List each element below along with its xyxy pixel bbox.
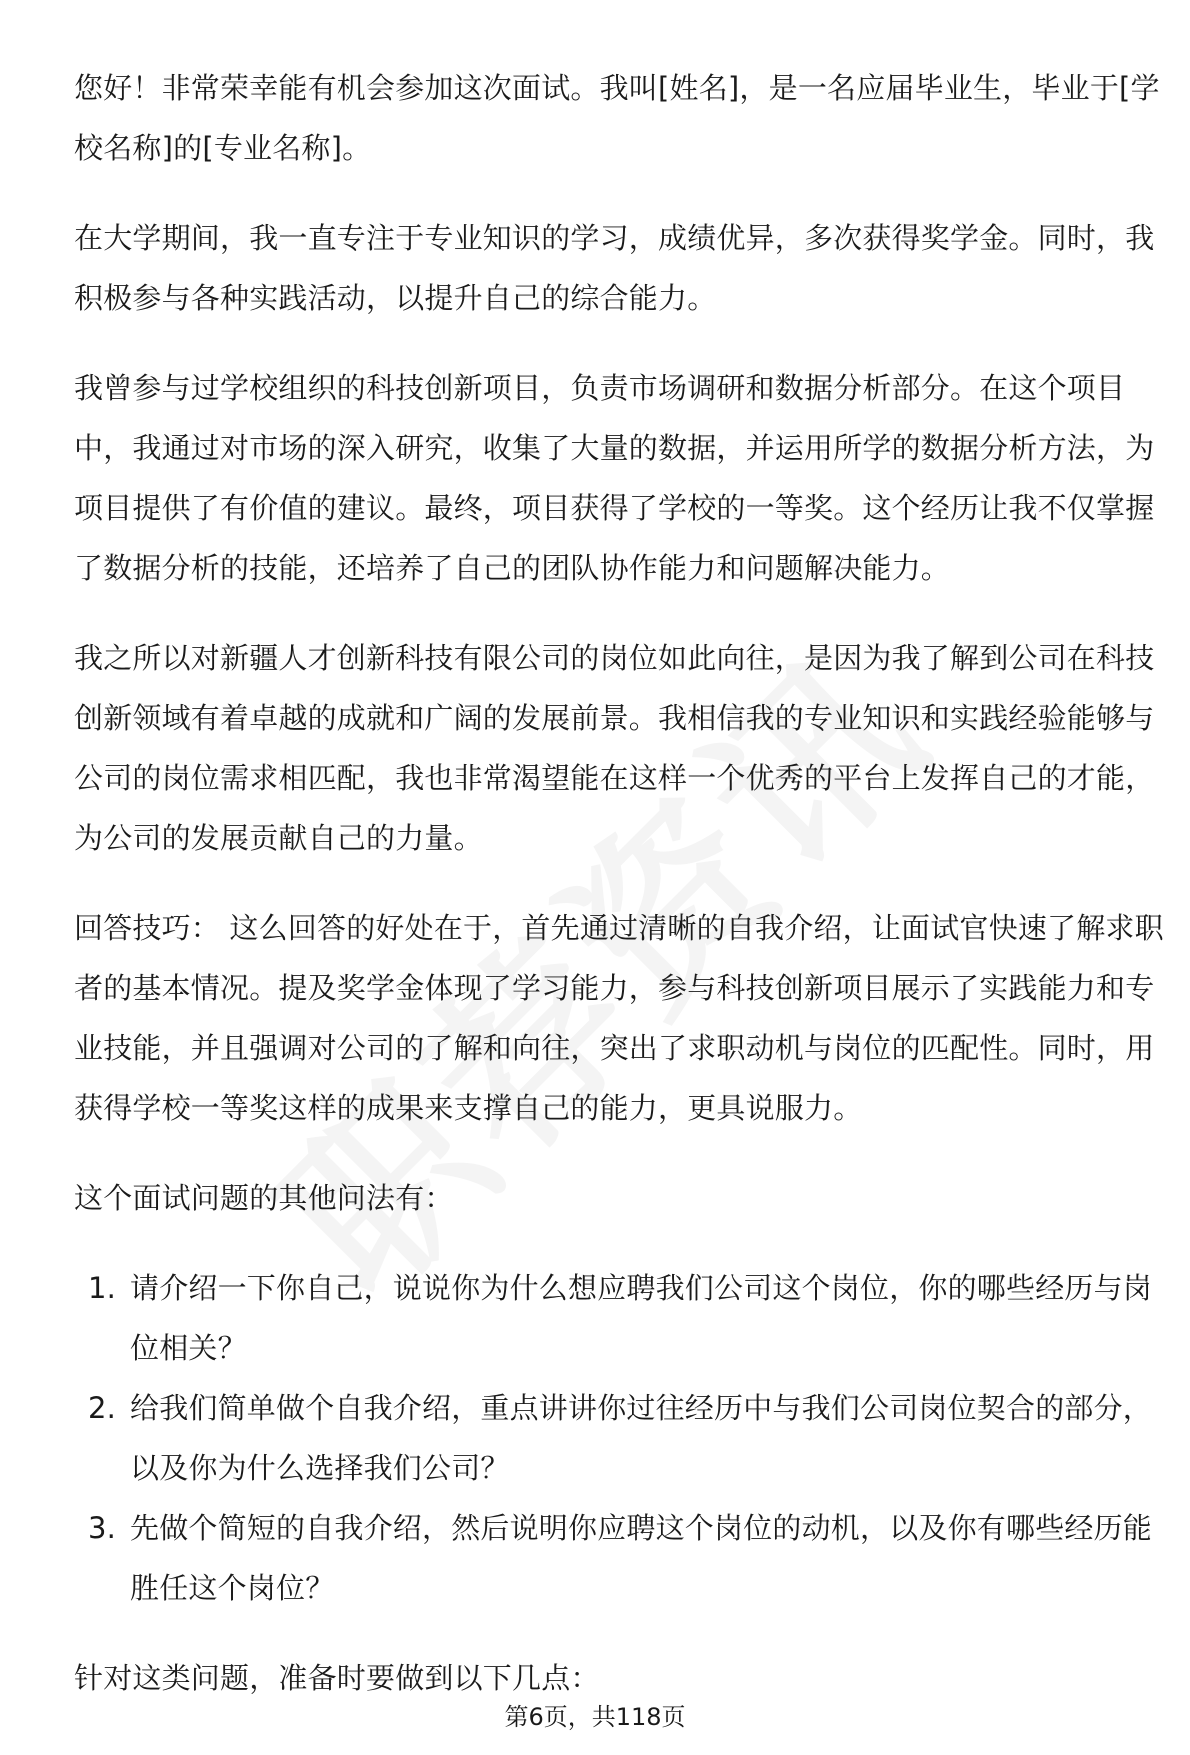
page-number-footer: 第6页，共118页 xyxy=(504,1703,686,1731)
list-item xyxy=(74,1378,1164,1498)
list-item-text: 先做个简短的自我介绍，然后说明你应聘这个岗位的动机，以及你有哪些经历能胜任这个岗位？ xyxy=(130,1511,1153,1605)
list-item xyxy=(74,1498,1164,1618)
list-item xyxy=(74,1258,1164,1378)
answer-tips-paragraph: 回答技巧： 这么回答的好处在于，首先通过清晰的自我介绍，让面试官快速了解求职者的基本情况。提及奖学金体现了学习能力，参与科技创新项目展示了实践能力和专业技能，并且强调对公司的了解和向往，突出了求职动机与岗位的匹配性。同时，用获得学校一等奖这样的成果来支撑自己的能力，更具说服力。 xyxy=(74,911,1164,1125)
page-content xyxy=(74,58,1164,1738)
intro-paragraph: 您好！非常荣幸能有机会参加这次面试。我叫[姓名]，是一名应届毕业生，毕业于[学校名称]的[专业名称]。 xyxy=(74,71,1160,165)
list-item-number: 2. xyxy=(88,1391,117,1425)
preparation-heading: 针对这类问题，准备时要做到以下几点： xyxy=(74,1661,600,1695)
list-item-number: 1. xyxy=(88,1271,117,1305)
project-paragraph: 我曾参与过学校组织的科技创新项目，负责市场调研和数据分析部分。在这个项目中，我通过对市场的深入研究，收集了大量的数据，并运用所学的数据分析方法，为项目提供了有价值的建议。最终，项目获得了学校的一等奖。这个经历让我不仅掌握了数据分析的技能，还培养了自己的团队协作能力和问题解决能力。 xyxy=(74,371,1155,585)
list-item-text: 给我们简单做个自我介绍，重点讲讲你过往经历中与我们公司岗位契合的部分，以及你为什么选择我们公司？ xyxy=(130,1391,1153,1485)
motivation-paragraph: 我之所以对新疆人才创新科技有限公司的岗位如此向往，是因为我了解到公司在科技创新领域有着卓越的成就和广阔的发展前景。我相信我的专业知识和实践经验能够与公司的岗位需求相匹配，我也非常渴望能在这样一个优秀的平台上发挥自己的才能，为公司的发展贡献自己的力量。 xyxy=(74,641,1155,855)
list-item-number: 3. xyxy=(88,1511,117,1545)
university-paragraph: 在大学期间，我一直专注于专业知识的学习，成绩优异，多次获得奖学金。同时，我积极参与各种实践活动，以提升自己的综合能力。 xyxy=(74,221,1155,315)
alt-questions-heading: 这个面试问题的其他问法有： xyxy=(74,1181,454,1215)
alt-questions-list xyxy=(74,1258,1164,1618)
list-item-text: 请介绍一下你自己，说说你为什么想应聘我们公司这个岗位，你的哪些经历与岗位相关？ xyxy=(130,1271,1153,1365)
